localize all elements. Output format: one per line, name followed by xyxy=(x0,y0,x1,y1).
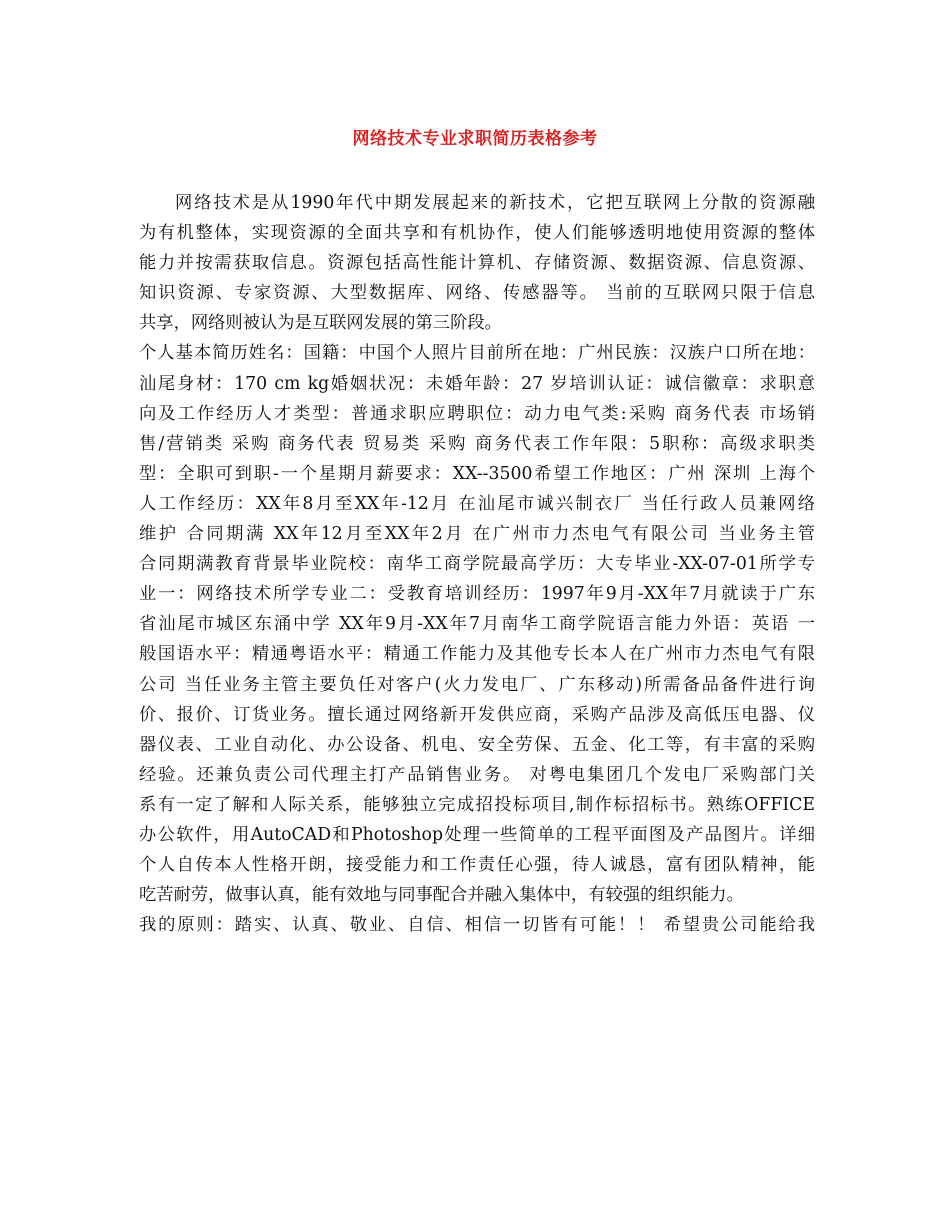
paragraph-line: 人工作经历：XX年8月至XX年-12月 在汕尾市诚兴制衣厂 当任行政人员兼网络 xyxy=(139,493,815,514)
paragraph-line: 维护 合同期满 XX年12月至XX年2月 在广州市力杰电气有限公司 当业务主管 xyxy=(139,524,815,545)
paragraph-line: 个人基本简历姓名：国籍：中国个人照片目前所在地：广州民族：汉族户口所在地： xyxy=(139,343,815,364)
paragraph-line: 合同期满教育背景毕业院校：南华工商学院最高学历：大专毕业-XX-07-01所学专 xyxy=(139,554,815,575)
paragraph-line: 省汕尾市城区东涌中学 XX年9月-XX年7月南华工商学院语言能力外语：英语 一 xyxy=(139,614,815,635)
document-title: 网络技术专业求职简历表格参考 xyxy=(352,129,598,149)
paragraph-line: 价、报价、订货业务。擅长通过网络新开发供应商，采购产品涉及高低压电器、仪 xyxy=(139,704,815,725)
paragraph-line: 为有机整体，实现资源的全面共享和有机协作，使人们能够透明地使用资源的整体 xyxy=(139,223,815,244)
paragraph-line: 网络技术是从1990年代中期发展起来的新技术，它把互联网上分散的资源融 xyxy=(175,193,815,213)
paragraph-line: 经验。还兼负责公司代理主打产品销售业务。 对粤电集团几个发电厂采购部门关 xyxy=(139,764,815,785)
paragraph-line: 能力并按需获取信息。资源包括高性能计算机、存储资源、数据资源、信息资源、 xyxy=(139,253,815,274)
paragraph-line: 知识资源、专家资源、大型数据库、网络、传感器等。 当前的互联网只限于信息 xyxy=(139,283,815,304)
paragraph-line: 办公软件，用AutoCAD和Photoshop处理一些简单的工程平面图及产品图片。详细 xyxy=(139,824,815,845)
paragraph-line: 向及工作经历人才类型：普通求职应聘职位：动力电气类:采购 商务代表 市场销 xyxy=(139,403,815,424)
paragraph-line: 吃苦耐劳，做事认真，能有效地与同事配合并融入集体中，有较强的组织能力。 xyxy=(139,885,744,906)
paragraph-line: 型：全职可到职-一个星期月薪要求：XX--3500希望工作地区：广州 深圳 上海个 xyxy=(139,463,815,484)
paragraph-line: 公司 当任业务主管主要负任对客户(火力发电厂、广东移动)所需备品备件进行询 xyxy=(139,674,815,695)
paragraph-line: 售/营销类 采购 商务代表 贸易类 采购 商务代表工作年限：5职称：高级求职类 xyxy=(139,433,815,454)
paragraph-line: 个人自传本人性格开朗，接受能力和工作责任心强，待人诚恳，富有团队精神，能 xyxy=(139,855,815,876)
paragraph-line: 般国语水平：精通粤语水平：精通工作能力及其他专长本人在广州市力杰电气有限 xyxy=(139,644,815,665)
paragraph-line: 我的原则：踏实、认真、敬业、自信、相信一切皆有可能！！ 希望贵公司能给我 xyxy=(139,915,815,936)
paragraph-line: 汕尾身材：170 cm kg婚姻状况：未婚年龄：27 岁培训认证：诚信徽章：求职意 xyxy=(139,373,815,394)
paragraph-line: 共享，网络则被认为是互联网发展的第三阶段。 xyxy=(139,313,502,334)
paragraph-line: 业一：网络技术所学专业二：受教育培训经历：1997年9月-XX年7月就读于广东 xyxy=(139,584,815,605)
document-body xyxy=(139,188,815,940)
paragraph-line: 器仪表、工业自动化、办公设备、机电、安全劳保、五金、化工等，有丰富的采购 xyxy=(139,734,815,755)
paragraph-line: 系有一定了解和人际关系，能够独立完成招投标项目,制作标招标书。熟练OFFICE xyxy=(139,794,815,815)
